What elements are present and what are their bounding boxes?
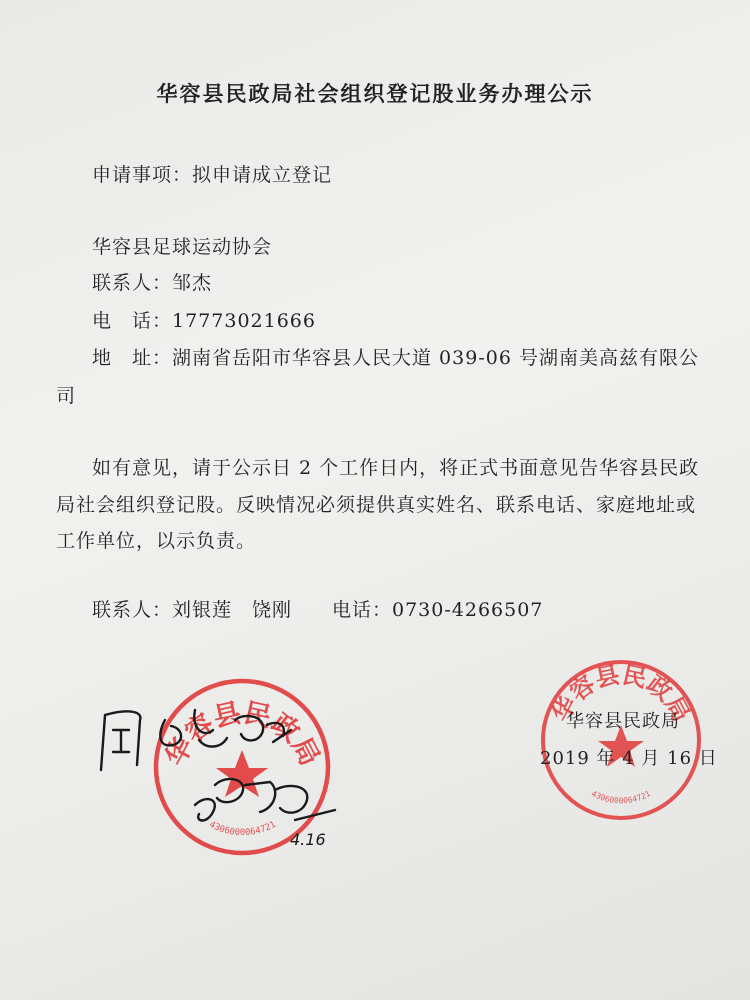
page-title: 华容县民政局社会组织登记股业务办理公示 — [156, 81, 594, 106]
contact-label: 联系人： — [92, 272, 173, 294]
phone-value: 17773021666 — [172, 310, 316, 332]
issuer-name: 华容县民政局 — [566, 711, 680, 732]
notice-line-3: 工作单位，以示负责。 — [56, 530, 257, 552]
seal-number-right: 4306000064721 — [589, 789, 653, 806]
address-row — [92, 343, 699, 370]
handwritten-date: 4.16 — [290, 830, 326, 849]
seal-number-left: 4306000064721 — [207, 819, 278, 839]
application-item: 申请事项：拟申请成立登记 — [92, 164, 333, 186]
seal-text-left: 华容县民政局 — [159, 697, 326, 771]
issue-date: 2019 年 4 月 16 日 — [540, 748, 718, 769]
svg-text:4306000064721 — [590, 789, 652, 805]
phone-label: 电 话： — [92, 310, 173, 332]
seal-text-right: 华容县民政局 — [546, 660, 696, 727]
handwritten-signature — [95, 690, 355, 860]
contact-value: 邹杰 — [172, 272, 213, 294]
footer-contact: 联系人：刘银莲 饶刚 电话：0730-4266507 — [92, 599, 544, 621]
address-label: 地 址： — [92, 347, 173, 369]
contact-row — [92, 268, 212, 295]
organization-name: 华容县足球运动协会 — [92, 236, 273, 258]
address-value: 湖南省岳阳市华容县人民大道 039-06 号湖南美高兹有限公 — [172, 347, 699, 369]
address-continuation: 司 — [56, 385, 77, 407]
notice-line-2: 局社会组织登记股。反映情况必须提供真实姓名、联系电话、家庭地址或 — [56, 494, 697, 516]
notice-line-1: 如有意见，请于公示日 2 个工作日内，将正式书面意见告华容县民政 — [92, 457, 700, 479]
phone-row — [92, 306, 316, 333]
official-seal-right — [536, 655, 706, 825]
